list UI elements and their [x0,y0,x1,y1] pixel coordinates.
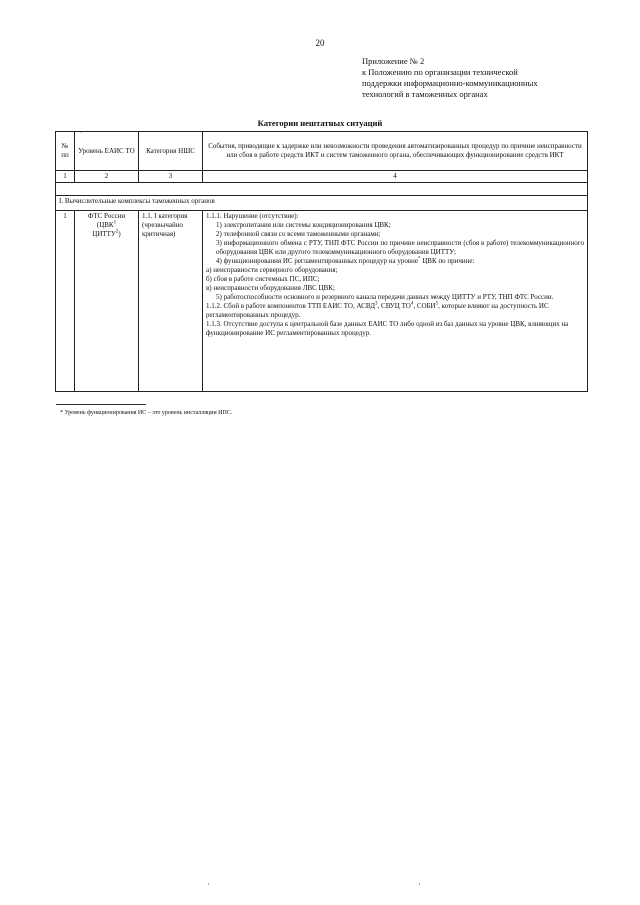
row-events [203,211,588,392]
footnote: * Уровень функционирования ИС – это уровень инсталляции ИПС. [60,410,233,416]
appendix-line-3: поддержки информационно-коммуникационных [362,78,538,88]
event-item: 5) работоспособности основного и резервного канала передачи данных между ЦИТТУ и РТУ, ТНП ФТС России. [216,293,554,301]
level-line: (ЦВК$^1$ [96,220,117,229]
event-item: б) сбоя в работе системных ПС, ИПС; [206,275,320,283]
header-num: № пп [56,132,75,171]
event-item: 4) функционирования ИС регламентированных процедур на уровне* ЦВК по причине: [216,256,475,265]
table-header-row [56,132,588,171]
section-title: I. Вычислительные комплексы таможенных органов [56,196,588,211]
scan-speck: · [418,880,421,889]
column-number: 3 [139,171,203,183]
event-item: 3) информационного обмена с РТУ, ТНП ФТС России по причине неисправности (сбоя в работе) телекоммуникационного оборудования ЦВК или другого телекоммуникационного оборудования ЦИТТУ; [216,239,584,256]
row-num: 1 [56,211,75,392]
row-level [75,211,139,392]
column-number: 2 [75,171,139,183]
level-line: ЦИТТУ$^2$) [92,229,121,238]
event-item: в) неисправности оборудования ЛВС ЦВК; [206,284,335,292]
event-item: а) неисправности серверного оборудования; [206,266,338,274]
section-row [56,196,588,211]
appendix-line-1: Приложение № 2 [362,56,425,66]
column-number-row [56,171,588,183]
row-category: 1.1. I категория (чрезвычайно критичная) [139,211,203,392]
event-item: 2) телефонной связи со всеми таможенными органами; [216,230,381,238]
event-item: 1.1.3. Отсутствие доступа к центральной базе данных ЕАИС ТО либо одной из баз данных на уровне ЦВК, влияющих на функционирование ИС регламентированных процедур. [206,320,569,337]
document-title: Категории нештатных ситуаций [257,118,383,128]
header-level: Уровень ЕАИС ТО [75,132,139,171]
incident-categories-table [55,131,588,392]
appendix-line-2: к Положению по организации технической [362,67,518,77]
column-number: 1 [56,171,75,183]
scan-speck: · [207,880,210,889]
event-item: 1.1.2. Сбой в работе компонентов ТТП ЕАИС ТО, АСВД$^3$, СВУЦ $ТО^4$, СОБИ$^5$, которые влияют на доступность ИС регламентированных процедур. [206,301,549,319]
scan-speck: · [80,128,83,137]
appendix-heading [362,56,592,100]
header-category: Категория НШС [139,132,203,171]
header-events: События, приводящие к задержке или невозможности проведения автоматизированных процедур по причине неисправности или сбоя в работе средств ИКТ и систем таможенного органа, обеспечивающих функционирование средств ИКТ [203,132,588,171]
spacer-row [56,183,588,196]
column-number: 4 [203,171,588,183]
page-number: 20 [315,38,325,48]
event-item: 1) электропитания или системы кондиционирования ЦВК; [216,221,391,229]
level-line: ФТС России [87,212,126,220]
table-row [56,211,588,392]
footnote-divider [56,404,146,405]
event-item: 1.1.1. Нарушение (отсутствие): [206,212,299,220]
appendix-line-4: технологий в таможенных органах [362,89,488,99]
